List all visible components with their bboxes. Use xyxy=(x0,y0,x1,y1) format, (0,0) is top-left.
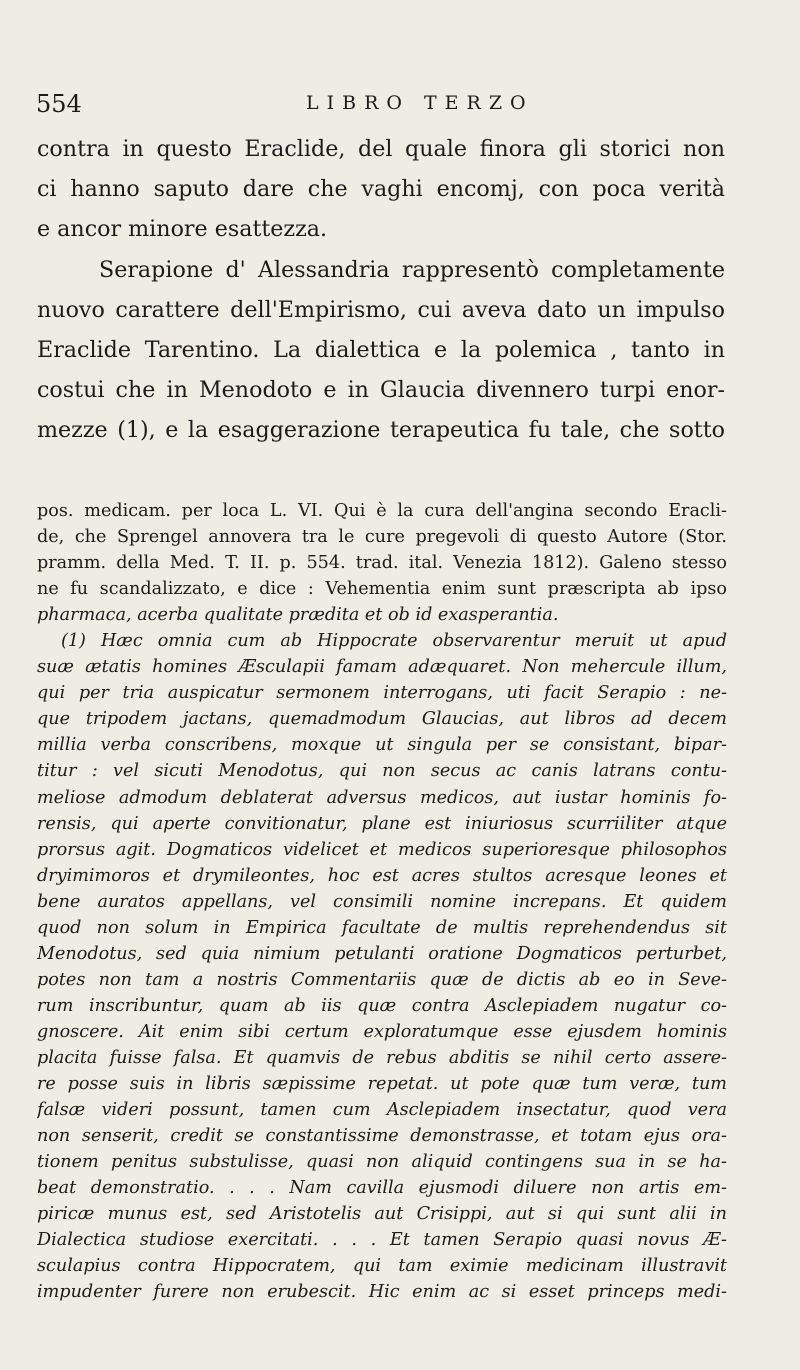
note-line: Menodotus, sed quia nimium petulanti oratione Dogmaticos perturbet, xyxy=(37,943,727,964)
note-line: millia verba conscribens, moxque ut singula per se consistant, bipar- xyxy=(37,735,727,756)
note-line: rum inscribuntur, quam ab iis quæ contra Asclepiadem nugatur co- xyxy=(37,995,727,1016)
body-line: contra in questo Eraclide, del quale finora gli storici non xyxy=(37,136,725,162)
note-line: piricæ munus est, sed Aristotelis aut Crisippi, aut si qui sunt alii in xyxy=(37,1204,727,1225)
note-line: rensis, qui aperte convitionatur, plane est iniuriosus scurriiliter atque xyxy=(37,813,727,834)
note-line: falsæ videri possunt, tamen cum Asclepiadem insectatur, quod vera xyxy=(37,1100,727,1121)
footnotes xyxy=(37,498,727,1305)
note-line: (1) Hæc omnia cum ab Hippocrate observarentur meruit ut apud xyxy=(61,631,727,652)
note-line: pramm. della Med. T. II. p. 554. trad. ital. Venezia 1812). Galeno stesso xyxy=(37,553,727,574)
note-line: sculapius contra Hippocratem, qui tam eximie medicinam illustravit xyxy=(37,1256,727,1277)
body-line: Serapione d' Alessandria rappresentò completamente xyxy=(99,256,725,283)
note-line: impudenter furere non erubescit. Hic enim ac si esset princeps medi- xyxy=(37,1282,727,1303)
note-line: de, che Sprengel annovera tra le cure pregevoli di questo Autore (Stor. xyxy=(37,527,727,548)
note-line: tionem penitus substulisse, quasi non aliquid contingens sua in se ha- xyxy=(37,1152,727,1173)
note-line: ne fu scandalizzato, e dice : Vehementia enim sunt præscripta ab ipso xyxy=(37,579,727,600)
body-line: nuovo carattere dell'Empirismo, cui aveva dato un impulso xyxy=(37,296,725,323)
note-line: titur : vel sicuti Menodotus, qui non secus ac canis latrans contu- xyxy=(37,761,727,782)
note-line: dryimimoros et drymileontes, hoc est acres stultos acresque leones et xyxy=(37,865,727,886)
note-line: bene auratos appellans, vel consimili nomine increpans. Et quidem xyxy=(37,891,727,912)
note-line: placita fuisse falsa. Et quamvis de rebus abditis se nihil certo assere- xyxy=(37,1047,727,1068)
note-line: re posse suis in libris sæpissime repetat. ut pote quæ tum veræ, tum xyxy=(37,1074,727,1095)
note-line: que tripodem jactans, quemadmodum Glaucias, aut libros ad decem xyxy=(37,709,727,730)
note-line: Dialectica studiose exercitati. . . . Et tamen Serapio quasi novus Æ- xyxy=(37,1230,727,1251)
body-line: e ancor minore esattezza. xyxy=(37,216,328,243)
note-line: suæ ætatis homines Æsculapii famam adæquaret. Non mehercule illum, xyxy=(37,657,727,678)
page-number: 554 xyxy=(36,90,82,118)
note-line: quod non solum in Empirica facultate de multis reprehendendus sit xyxy=(37,917,727,938)
note-line: pos. medicam. per loca L. VI. Qui è la cura dell'angina secondo Eracli- xyxy=(37,501,727,521)
note-line: qui per tria auspicatur sermonem interrogans, uti facit Serapio : ne- xyxy=(37,683,727,704)
body-line: costui che in Menodoto e in Glaucia divennero turpi enor- xyxy=(37,377,725,404)
note-line: pharmaca, acerba qualitate prædita et ob id exasperantia. xyxy=(37,605,559,626)
note-line: gnoscere. Ait enim sibi certum exploratumque esse ejusdem hominis xyxy=(37,1021,727,1042)
note-line: non senserit, credit se constantissime demonstrasse, et totam ejus ora- xyxy=(37,1126,727,1147)
main-text xyxy=(37,129,725,451)
page-header xyxy=(36,90,756,120)
running-title: LIBRO TERZO xyxy=(306,92,534,114)
body-line: Eraclide Tarentino. La dialettica e la polemica , tanto in xyxy=(37,336,725,363)
note-line: potes non tam a nostris Commentariis quæ de dictis ab eo in Seve- xyxy=(37,969,727,990)
note-line: beat demonstratio. . . . Nam cavilla ejusmodi diluere non artis em- xyxy=(37,1178,727,1199)
body-line: ci hanno saputo dare che vaghi encomj, con poca verità xyxy=(37,176,725,203)
note-line: prorsus agit. Dogmaticos videlicet et medicos superioresque philosophos xyxy=(37,839,727,860)
note-line: meliose admodum deblaterat adversus medicos, aut iustar hominis fo- xyxy=(37,787,727,808)
body-line: mezze (1), e la esaggerazione terapeutica fu tale, che sotto xyxy=(37,417,725,444)
